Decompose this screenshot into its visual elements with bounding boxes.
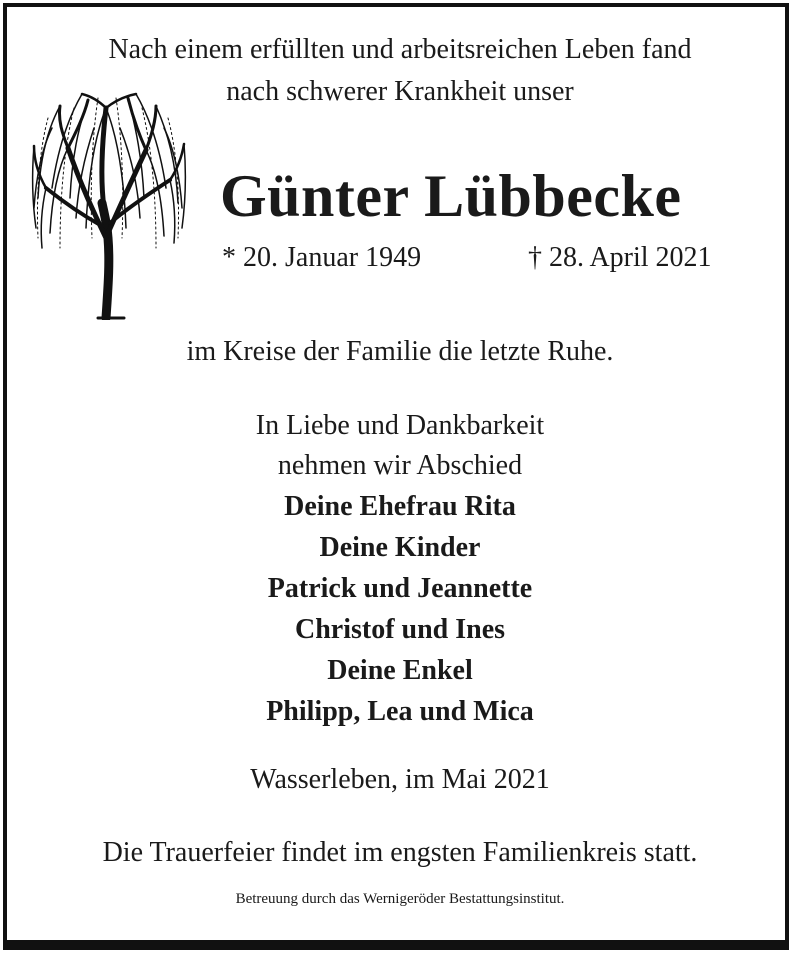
mourner-line: Philipp, Lea und Mica: [266, 696, 534, 727]
mourner-line: Deine Enkel: [327, 655, 473, 686]
farewell-line-1: In Liebe und Dankbarkeit: [255, 410, 545, 441]
farewell-line-2: nehmen wir Abschied: [277, 450, 523, 481]
notice-border-bottom: [3, 944, 789, 950]
mourner-line: Patrick und Jeannette: [267, 573, 533, 604]
mourner-line: Deine Kinder: [319, 532, 481, 563]
weeping-tree-icon: [28, 88, 188, 320]
rest-line: im Kreise der Familie die letzte Ruhe.: [186, 336, 614, 367]
intro-line-2: nach schwerer Krankheit unser: [226, 76, 574, 107]
mourner-line: Deine Ehefrau Rita: [284, 491, 516, 522]
deceased-name: Günter Lübbecke: [220, 163, 682, 229]
birth-date: * 20. Januar 1949: [222, 242, 422, 273]
intro-line-1: Nach einem erfüllten und arbeitsreichen Leben fand: [108, 34, 692, 65]
mourner-line: Christof und Ines: [294, 614, 506, 645]
death-date: † 28. April 2021: [528, 242, 712, 273]
place-date: Wasserleben, im Mai 2021: [250, 764, 550, 795]
undertaker-note: Betreuung durch das Wernigeröder Bestattungsinstitut.: [235, 891, 565, 907]
funeral-service-note: Die Trauerfeier findet im engsten Familienkreis statt.: [102, 837, 698, 868]
